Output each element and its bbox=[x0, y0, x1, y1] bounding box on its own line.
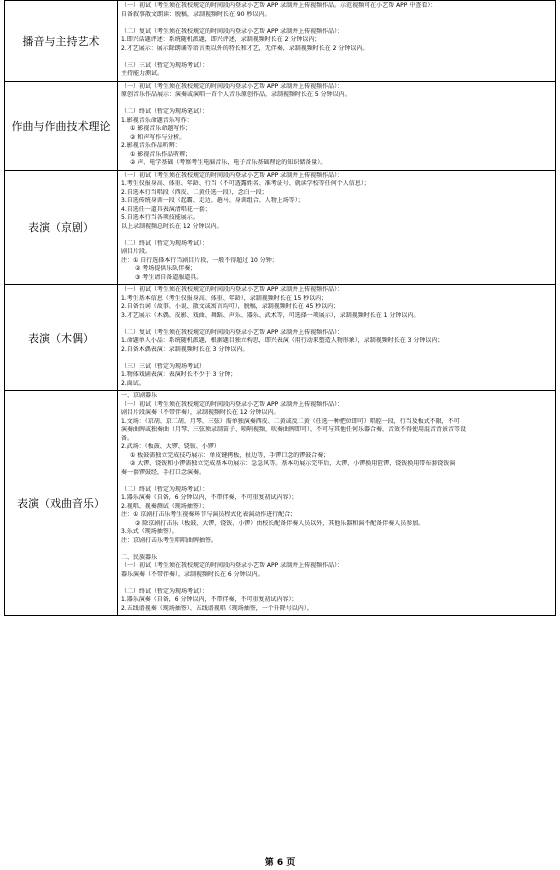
requirement-line: 奏一套锣鼓经，手打口念演奏。 bbox=[121, 468, 206, 476]
requirement-line: （二）终试（暂定为现场考试）： bbox=[121, 239, 209, 247]
requirement-line: ② 考场提供乐队伴奏； bbox=[135, 265, 197, 272]
subject-cell bbox=[5, 170, 118, 285]
requirement-line: （二）终试（暂定为现场考试）： bbox=[121, 587, 209, 595]
table-row bbox=[5, 391, 556, 616]
requirements-cell bbox=[118, 170, 556, 285]
requirement-line: 1.器乐演奏（自备，6 分钟以内，不带伴奏，不可重复初试内容）； bbox=[121, 596, 298, 603]
requirement-line: ② 和声写作与分析。 bbox=[130, 133, 186, 141]
requirement-line: ① 板鼓需独立完成技巧展示：单皮键拷板、扯边等，手锣口念的锣鼓合奏； bbox=[130, 451, 330, 459]
requirement-line: 3.才艺展示（木偶、皮影、戏曲、舞蹈、声乐、器乐、武术等，可选择一项展示），录制视频时长在 1 分钟以内。 bbox=[121, 311, 420, 319]
requirements-cell bbox=[118, 391, 556, 616]
subject-cell bbox=[5, 391, 118, 616]
requirement-line: （一）初试（考生须在我校规定的时间段内登录小艺帮 APP 录制并上传视频作品。示范视频可在小艺帮 APP 中查看）： bbox=[121, 2, 437, 9]
requirement-line: 一、京剧器乐 bbox=[121, 392, 158, 399]
table-row bbox=[5, 285, 556, 391]
subject-cell bbox=[5, 81, 118, 170]
table-row bbox=[5, 81, 556, 170]
subject-name: 播音与主持艺术 bbox=[22, 34, 100, 48]
blank-line bbox=[121, 545, 552, 554]
requirement-line: 2.五线谱视奏（现场抽签）、五线谱视唱（现场抽签，一个升降号以内）。 bbox=[121, 604, 313, 612]
requirement-line: 2.影视音乐作品听辨： bbox=[121, 142, 181, 149]
requirement-line: 2.才艺展示：展示除朗诵等语言类以外的特长和才艺，无伴奏，录制视频时长在 2 分钟以内。 bbox=[121, 44, 369, 52]
blank-line bbox=[121, 579, 552, 588]
requirement-line: 以上录制视频总时长在 12 分钟以内。 bbox=[121, 222, 223, 230]
requirement-line: 2.视唱、视奏测试（现场抽签）； bbox=[121, 502, 208, 510]
requirement-line: 2.武场：（板鼓、大锣、铙钹、小锣） bbox=[121, 443, 220, 450]
requirement-line: 1.命题单人小品：系统随机派题，根据题目独立构思，即兴表演（用行动来塑造人物形象），录制视频时长在 3 分钟以内； bbox=[121, 337, 444, 344]
requirement-line: ① 影视音乐作品听辨； bbox=[130, 150, 192, 158]
requirement-line: （一）初试（考生须在我校规定的时间段内登录小艺帮 APP 录制并上传视频作品）： bbox=[121, 400, 344, 408]
requirement-line: 注：① 京剧打击乐考生视奏环节与演员程式化表演动作进行配合； bbox=[121, 511, 297, 518]
requirements-cell bbox=[118, 285, 556, 391]
requirement-line: 器乐演奏（不带伴奏），录制视频时长在 6 分钟以内。 bbox=[121, 570, 264, 578]
table-row bbox=[5, 1, 556, 82]
requirement-line: 3.自选传统身训一段（起霸、走边、趟马、身训组合、人物上场等）； bbox=[121, 197, 304, 204]
requirement-line: 注：① 自行选择本行当剧目片段，一般不得超过 10 分钟； bbox=[121, 256, 278, 264]
requirement-line: （三）三试（暂定为现场考试） bbox=[121, 362, 206, 370]
requirement-line: 原创音乐作品展示：演奏或演唱一首个人音乐原创作品，录制视频时长在 5 分钟以内。 bbox=[121, 91, 351, 98]
requirement-line: 剧目片段。 bbox=[121, 248, 152, 255]
subject-name: 表演（木偶） bbox=[28, 331, 94, 345]
requirement-line: 剧目片段演奏（不带伴奏），录制视频时长在 12 分钟以内。 bbox=[121, 409, 280, 416]
requirement-line: ② 大锣、铙钹和小锣需独立完成基本功展示：急急风等。基本功展示完毕后，大锣、小锣换用笸锣，铙钹换用带布套铙钹演 bbox=[130, 460, 456, 467]
subject-cell bbox=[5, 285, 118, 391]
requirement-line: 5.自选本行当各项技能展示。 bbox=[121, 214, 199, 221]
requirement-line: （一）初试（考生须在我校规定的时间段内登录小艺帮 APP 录制并上传视频作品）： bbox=[121, 286, 344, 293]
requirement-line: 2.面试。 bbox=[121, 379, 145, 387]
requirement-line: （一）初试（考生须在我校规定的时间段内登录小艺帮 APP 录制并上传视频作品）： bbox=[121, 562, 344, 569]
blank-line bbox=[121, 354, 552, 363]
subject-cell bbox=[5, 1, 118, 82]
requirement-line: （二）复试（考生须在我校规定的时间段内登录小艺帮 APP 录制并上传视频作品）： bbox=[121, 27, 344, 35]
requirement-line: 1.考生基本信息（考生仅报身高、体重、年龄），录制视频时长在 15 秒以内； bbox=[121, 294, 328, 302]
requirement-line: 1.物体戏剧表演：表演时长不少于 3 分钟； bbox=[121, 371, 237, 378]
requirement-line: （一）初试（考生须在我校规定的时间段内登录小艺帮 APP 录制并上传视频作品）： bbox=[121, 171, 344, 179]
subject-name: 表演（京剧） bbox=[28, 221, 94, 235]
requirement-line: 1.影视音乐命题音乐写作： bbox=[121, 116, 193, 124]
requirement-line: 二、民族器乐 bbox=[121, 553, 158, 561]
requirement-line: 注：京剧打击乐考生唱唱曲牌抽签。 bbox=[121, 536, 218, 544]
requirement-line: ① 影视音乐命题写作； bbox=[130, 125, 192, 132]
subject-name: 表演（戏曲音乐） bbox=[17, 497, 105, 510]
requirements-cell bbox=[118, 81, 556, 170]
requirement-line: 3.乐式（现场抽签）。 bbox=[121, 528, 178, 535]
requirement-line: 备。 bbox=[121, 434, 134, 442]
requirement-line: （一）初试（考生须在我校规定的时间段内登录小艺帮 APP 录制并上传视频作品）： bbox=[121, 82, 344, 90]
requirement-line: 1.器乐演奏（自备，6 分钟以内，不带伴奏，不可重复初试内容）； bbox=[121, 494, 298, 501]
requirement-line: （三）三试（暂定为现场考试）： bbox=[121, 61, 209, 69]
requirement-line: 演奏曲牌或独奏曲（月琴、三弦须录制笛子、唢呐视频，吹奏曲牌即可），不可与其他任何乐器合奏，音效不得使用混音背景音等设 bbox=[121, 426, 467, 433]
blank-line bbox=[121, 320, 552, 329]
requirement-line: 1.考生仅报身高、体重、年龄、行当（不可透露姓名、准考证号、就读学校等任何个人信息）； bbox=[121, 180, 370, 187]
requirement-line: 主持能力测试。 bbox=[121, 70, 164, 77]
table-row bbox=[5, 170, 556, 285]
requirements-table bbox=[4, 0, 556, 616]
requirement-line: ② 除京剧打击乐（板鼓、大锣、铙钹、小锣）由校长配备伴奏人员以外，其他乐器和演不配备伴奏人员参加。 bbox=[135, 519, 425, 527]
blank-line bbox=[121, 53, 552, 62]
requirement-line: 2.自备木偶表演：录制视频时长在 3 分钟以内。 bbox=[121, 345, 249, 353]
blank-line bbox=[121, 19, 552, 28]
blank-line bbox=[121, 100, 552, 109]
requirement-line: 1.即兴话题评述：系统随机派题，即兴评述，录制视频时长在 2 分钟以内； bbox=[121, 36, 321, 43]
requirement-line: ② 声、电学基础（考察考生电脑音乐、电子音乐基础理论的知识储备量）。 bbox=[130, 159, 327, 166]
requirement-line: （二）终试（暂定为现场笔试）： bbox=[121, 108, 209, 115]
requirement-line: （二）复试（考生须在我校规定的时间段内登录小艺帮 APP 录制并上传视频作品）： bbox=[121, 328, 344, 336]
subject-name: 作曲与作曲技术理论 bbox=[11, 119, 111, 133]
page-number: 第 6 页 bbox=[264, 858, 296, 868]
requirements-cell bbox=[118, 1, 556, 82]
requirement-line: 2.自选本行当唱段（西皮、二黄任选一段），念白一段； bbox=[121, 188, 268, 196]
requirement-line: 4.自选任一道具表演清唱花一套； bbox=[121, 205, 211, 213]
blank-line bbox=[121, 477, 552, 486]
requirement-line: ③ 考生请自备道服道具。 bbox=[135, 273, 203, 281]
requirement-line: 2.自备台词（故事、小说、散文或寓言均可），脱稿，录制视频时长在 45 秒以内； bbox=[121, 303, 340, 310]
requirement-line: 1.文场：（京胡、京二胡、月琴、三弦）需单独演奏西皮、二黄或反二黄（任选一种把位即可）唱腔一段，行当及板式不限，不可 bbox=[121, 417, 460, 425]
requirement-line: （二）终试（暂定为现场考试）： bbox=[121, 485, 209, 493]
requirement-line: 自备叙事散文朗读：脱稿，录制视频时长在 90 秒以内。 bbox=[121, 10, 271, 18]
blank-line bbox=[121, 231, 552, 240]
